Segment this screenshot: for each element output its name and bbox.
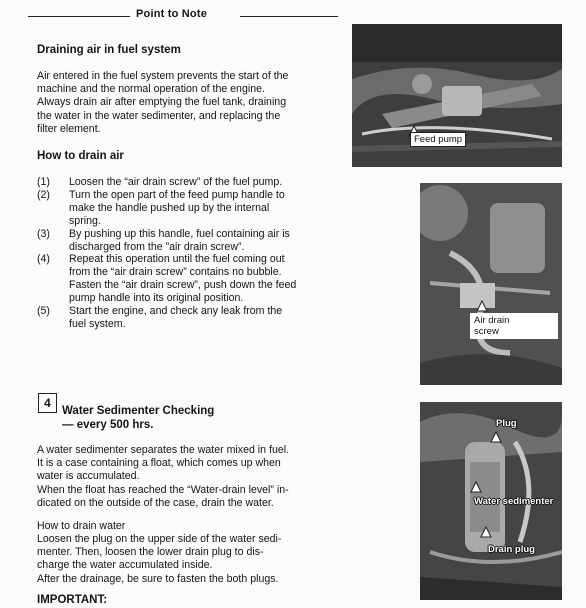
label-line: Air drain (474, 315, 510, 326)
header-rule-left (28, 16, 130, 17)
how-to-drain-water-heading: How to drain water (37, 520, 126, 532)
water-sedimenter-label: Water sedimenter (474, 496, 554, 507)
step-number: (3) (37, 227, 50, 240)
section-interval: — every 500 hrs. (62, 419, 154, 431)
step-line: Repeat this operation until the fuel coming out (69, 253, 285, 266)
plug-label: Plug (496, 418, 517, 429)
step-line: Start the engine, and check any leak from the (69, 305, 283, 318)
step-number: (2) (37, 188, 50, 201)
point-to-note-title: Point to Note (136, 8, 208, 20)
feed-pump-photo (352, 24, 562, 167)
step-line: By pushing up this handle, fuel containing air is (69, 227, 290, 240)
step-item (37, 253, 299, 305)
air-drain-screw-label (470, 313, 558, 339)
drain-air-steps (37, 176, 299, 331)
paragraph-line: dicated on the outside of the case, drain the water. (37, 496, 274, 509)
step-line: discharged from the ”air drain screw”. (69, 240, 245, 253)
draining-air-heading: Draining air in fuel system (37, 44, 181, 56)
air-drain-screw-photo-image (420, 183, 562, 385)
step-line: fuel system. (69, 317, 126, 330)
paragraph-line: When the float has reached the “Water-drain level” in- (37, 483, 289, 496)
point-to-note-header (28, 8, 338, 24)
paragraph-line: Loosen the plug on the upper side of the water sedi- (37, 533, 282, 545)
feed-pump-label: Feed pump (410, 132, 466, 147)
step-line: Loosen the “air drain screw” of the fuel pump. (69, 176, 283, 188)
paragraph-line: Air entered in the fuel system prevents the start of the (37, 70, 289, 82)
step-line: from the “air drain screw” contains no bubble. (69, 266, 282, 279)
step-line: pump handle into its original position. (69, 292, 244, 305)
header-rule-right (240, 16, 338, 17)
paragraph-line: A water sedimenter separates the water mixed in fuel. (37, 444, 290, 456)
section-title: Water Sedimenter Checking (62, 405, 215, 417)
label-line: screw (474, 326, 499, 337)
paragraph-line: Always drain air after emptying the fuel tank, draining (37, 96, 287, 109)
paragraph-line: filter element. (37, 122, 101, 135)
water-sedimenter-photo (420, 402, 562, 600)
step-number: (1) (37, 176, 50, 188)
paragraph-line: water is accumulated. (37, 470, 140, 483)
air-drain-screw-photo (420, 183, 562, 385)
paragraph-line: It is a case containing a float, which comes up when (37, 457, 281, 470)
step-item (37, 176, 299, 189)
paragraph-line: the water in the water sedimenter, and replacing the (37, 109, 281, 122)
drain-plug-label: Drain plug (488, 544, 535, 555)
paragraph-line: machine and the normal operation of the engine. (37, 83, 265, 96)
sedimenter-description (37, 444, 301, 510)
step-line: Fasten the “air drain screw”, push down the feed (69, 279, 297, 292)
step-line: spring. (69, 214, 101, 227)
drain-water-instructions (37, 533, 301, 586)
important-heading: IMPORTANT: (37, 594, 108, 606)
step-number: (4) (37, 253, 50, 266)
step-item (37, 228, 299, 254)
how-to-drain-air-heading: How to drain air (37, 150, 124, 162)
section-number-box: 4 (38, 393, 57, 413)
step-line: make the handle pushed up by the internal (69, 201, 270, 214)
paragraph-line: After the drainage, be sure to fasten the both plugs. (37, 572, 279, 585)
step-item (37, 189, 299, 228)
step-number: (5) (37, 305, 50, 318)
step-line: Turn the open part of the feed pump handle to (69, 188, 285, 201)
paragraph-line: menter. Then, loosen the lower drain plug to dis- (37, 546, 264, 559)
draining-air-paragraph (37, 70, 301, 136)
paragraph-line: charge the water accumulated inside. (37, 559, 213, 572)
step-item (37, 305, 299, 331)
